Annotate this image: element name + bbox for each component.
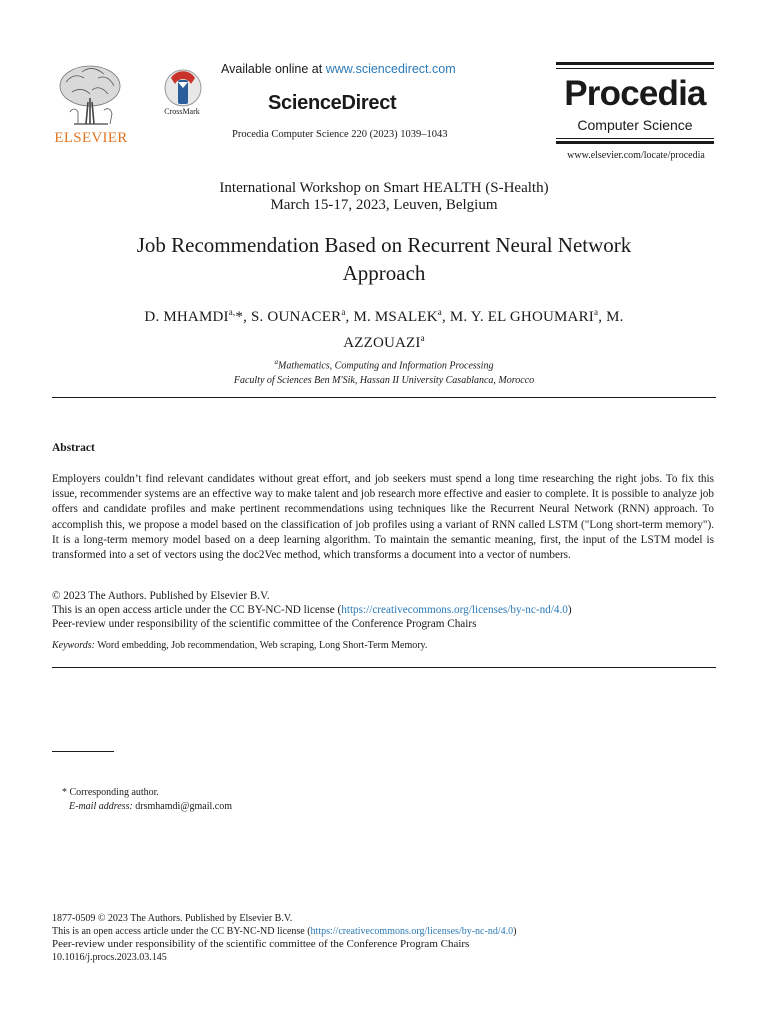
author-name: M. Y. EL GHOUMARI [449, 309, 594, 325]
open-access-prefix: This is an open access article under the CC BY-NC-ND license ( [52, 604, 342, 616]
keywords-text: Word embedding, Job recommendation, Web scraping, Long Short-Term Memory. [94, 640, 428, 651]
author-affiliation-mark: a [420, 333, 425, 343]
paper-title-line-2: Approach [342, 261, 426, 285]
journal-banner-rule-bottom-thin [556, 138, 714, 139]
conference-date-location: March 15-17, 2023, Leuven, Belgium [270, 197, 498, 213]
author-separator: , [345, 309, 354, 325]
available-prefix: Available online at [221, 62, 326, 76]
peer-review-line: Peer-review under responsibility of the scientific committee of the Conference Program Chairs [52, 618, 477, 630]
journal-subtitle: Computer Science [577, 117, 693, 133]
email-label: E-mail address: [69, 801, 133, 812]
affiliation-department: Mathematics, Computing and Information Processing [278, 360, 494, 372]
license-link[interactable]: https://creativecommons.org/licenses/by-nc-nd/4.0 [341, 604, 568, 616]
author-line-2 [60, 328, 708, 354]
author-list [60, 302, 708, 354]
paper-title-line-1: Job Recommendation Based on Recurrent Neural Network [136, 233, 632, 257]
affiliation-mark: a [274, 358, 279, 366]
publisher-name: ELSEVIER [54, 130, 128, 146]
author-name: S. OUNACER [250, 309, 342, 325]
affiliation-line-1 [60, 355, 708, 373]
journal-reference: Procedia Computer Science 220 (2023) 1039–1043 [232, 129, 448, 140]
abstract-body: Employers couldn’t find relevant candidates without great effort, and job seekers must spend a long time researching the right jobs. To fix this issue, recommender systems are an effective way to make talent and job research more effective and easier to complete. It is possible to analyze job offers and candidate profiles and make pertinent recommendations using techniques like the Recurrent Neural Network (RNN) approach. To accomplish this, we propose a model based on the classification of job profiles using a variant of RNN called LSTM ("Long short-term memory"). It is a long-term memory model based on a deep learning algorithm. To maintain the semantic meaning, first, the input of the LSTM model is transformed into a set of vectors using the doc2Vec method, which transforms a document into a vector of numbers. [52, 473, 714, 562]
author-affiliation-mark: a [341, 307, 346, 317]
author-name: D. MHAMDI [144, 309, 229, 325]
open-access-suffix: ) [567, 604, 572, 616]
conference-info [60, 180, 708, 214]
author-name: AZZOUAZI [343, 335, 421, 351]
author-affiliation-mark: a [437, 307, 442, 317]
email-line [69, 801, 232, 812]
author-name: M. MSALEK [353, 309, 438, 325]
email-address[interactable]: drsmhamdi@gmail.com [132, 801, 232, 812]
journal-name: Procedia [564, 74, 706, 113]
journal-banner-rule-bottom [556, 141, 714, 144]
journal-banner-rule-top-thin [556, 68, 714, 69]
affiliation-institution: Faculty of Sciences Ben M'Sik, Hassan II University Casablanca, Morocco [233, 375, 535, 387]
paper-title [60, 231, 708, 287]
footer-open-access-prefix: This is an open access article under the CC BY-NC-ND license ( [52, 926, 311, 937]
section-divider-bottom [52, 667, 716, 668]
footer-open-access-suffix: ) [513, 926, 517, 937]
journal-url-link[interactable]: www.elsevier.com/locate/procedia [567, 150, 705, 161]
abstract-heading: Abstract [52, 442, 95, 454]
issn-line: 1877-0509 © 2023 The Authors. Published by Elsevier B.V. [52, 913, 293, 924]
corresponding-author-note: * Corresponding author. [62, 787, 159, 798]
section-divider-top [52, 397, 716, 398]
sciencedirect-link[interactable]: www.sciencedirect.com [325, 62, 456, 76]
author-affiliation-mark: a [593, 307, 599, 317]
footer-peer-review-line: Peer-review under responsibility of the scientific committee of the Conference Program Chairs [52, 938, 470, 950]
author-line-1 [60, 302, 708, 328]
sciencedirect-brand: ScienceDirect [268, 92, 397, 114]
author-separator: , [441, 309, 450, 325]
author-affiliation-mark: a, [228, 307, 236, 317]
affiliation [60, 355, 708, 388]
footnote-rule [52, 751, 114, 752]
open-access-line [52, 603, 716, 618]
journal-banner-rule-top [556, 62, 714, 65]
keywords-line [52, 640, 716, 651]
footer-open-access-line [52, 926, 516, 938]
conference-name: International Workshop on Smart HEALTH (S-Health) [219, 180, 549, 196]
author-separator: , M. [598, 309, 624, 325]
author-separator: *, [235, 309, 251, 325]
footer-license-link[interactable]: https://creativecommons.org/licenses/by-nc-nd/4.0 [310, 926, 514, 937]
crossmark-label: CrossMark [164, 107, 200, 116]
available-online-line [221, 62, 456, 76]
keywords-label: Keywords: [52, 640, 95, 651]
copyright-line: © 2023 The Authors. Published by Elsevier B.V. [52, 590, 270, 602]
doi-line[interactable]: 10.1016/j.procs.2023.03.145 [52, 952, 167, 963]
